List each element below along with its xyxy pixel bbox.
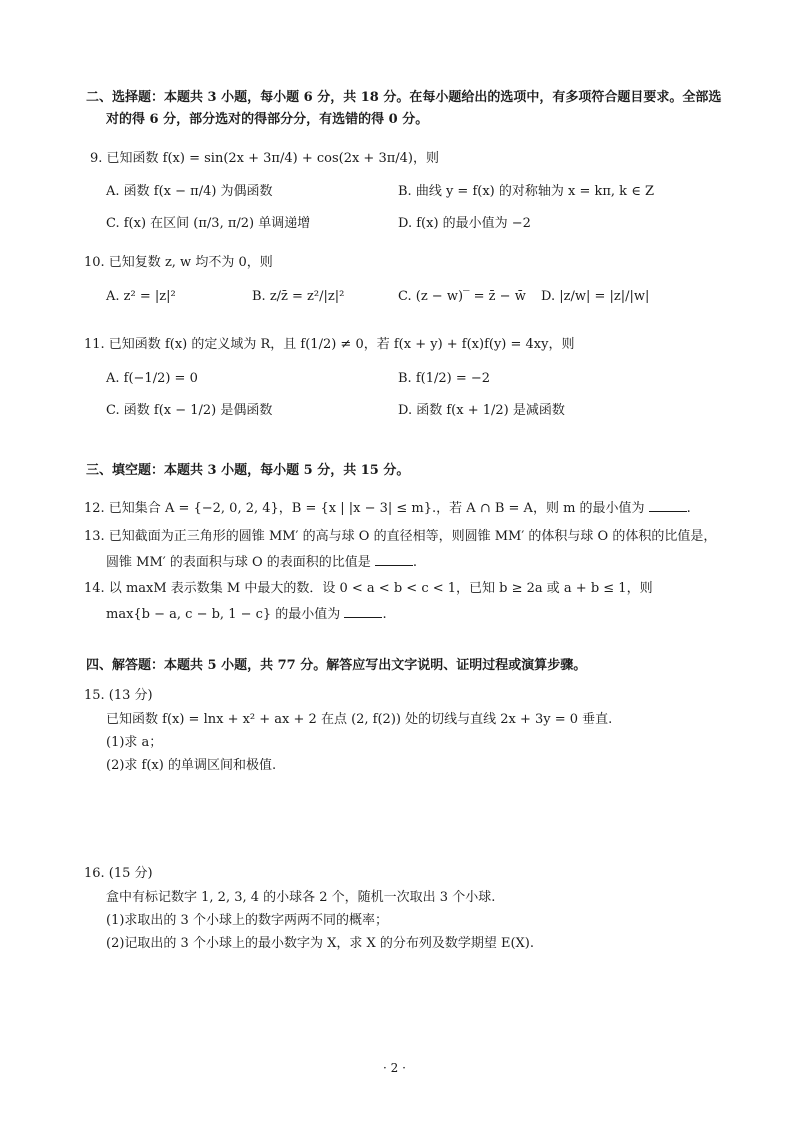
q14-line1: 14. 以 maxM 表示数集 M 中最大的数．设 0 < a < b < c < 1，已知 b ≥ 2a 或 a + b ≤ 1，则: [84, 581, 653, 596]
q12-answer-blank[interactable]: [649, 499, 687, 512]
q11-option-b: B. f(1/2) = −2: [398, 371, 491, 386]
q15-part2: (2)求 f(x) 的单调区间和极值.: [106, 758, 277, 773]
q10-option-c: C. (z − w)‾ = z̄ − w̄: [398, 289, 526, 304]
q10-option-b: B. z/z̄ = z²/|z|²: [252, 289, 345, 304]
q15-part1: (1)求 a；: [106, 735, 163, 750]
q16-stem: 盒中有标记数字 1, 2, 3, 4 的小球各 2 个，随机一次取出 3 个小球.: [106, 890, 496, 905]
q9-option-b: B. 曲线 y = f(x) 的对称轴为 x = kπ, k ∈ Z: [398, 184, 654, 199]
q9-option-d: D. f(x) 的最小值为 −2: [398, 216, 531, 231]
q9-option-a: A. 函数 f(x − π/4) 为偶函数: [106, 184, 273, 199]
q14-end: .: [382, 607, 387, 622]
q13-end: .: [412, 555, 418, 570]
q16-part2: (2)记取出的 3 个小球上的最小数字为 X，求 X 的分布列及数学期望 E(X).: [106, 936, 535, 951]
q12-stem: 12. 已知集合 A = {−2, 0, 2, 4}，B = {x | |x − 3| ≤ m}.，若 A ∩ B = A，则 m 的最小值为: [84, 501, 645, 516]
q13-answer-blank[interactable]: [375, 553, 413, 566]
section4-heading: 四、解答题：本题共 5 小题，共 77 分。解答应写出文字说明、证明过程或演算步骤。: [86, 658, 587, 673]
q11-stem: 11. 已知函数 f(x) 的定义域为 R，且 f(1/2) ≠ 0，若 f(x + y) + f(x)f(y) = 4xy，则: [84, 337, 575, 352]
q16-header: 16. (15 分): [84, 866, 153, 881]
q13-line2: [106, 553, 417, 571]
q15-header: 15. (13 分): [84, 688, 153, 703]
q12-end: .: [686, 501, 691, 516]
section2-heading-line1: 二、选择题：本题共 3 小题，每小题 6 分，共 18 分。在每小题给出的选项中，有多项符合题目要求。全部选: [86, 90, 722, 105]
q9-stem: 9. 已知函数 f(x) = sin(2x + 3π/4) + cos(2x + 3π/4)，则: [90, 151, 439, 166]
q10-option-a: A. z² = |z|²: [106, 289, 176, 304]
q14-line2: [106, 605, 387, 623]
section3-heading: 三、填空题：本题共 3 小题，每小题 5 分，共 15 分。: [86, 463, 410, 478]
page-number: · 2 ·: [383, 1061, 406, 1075]
q11-option-c: C. 函数 f(x − 1/2) 是偶函数: [106, 403, 273, 418]
section2-heading-line2: 对的得 6 分，部分选对的得部分分，有选错的得 0 分。: [106, 112, 429, 127]
q16-part1: (1)求取出的 3 个小球上的数字两两不同的概率；: [106, 913, 388, 928]
q9-option-c: C. f(x) 在区间 (π/3, π/2) 单调递增: [106, 216, 311, 231]
q13-stem-2: 圆锥 MM′ 的表面积与球 O 的表面积的比值是: [106, 555, 371, 570]
q13-line1: 13. 已知截面为正三角形的圆锥 MM′ 的高与球 O 的直径相等，则圆锥 MM′ 的体积与球 O 的体积的比值是，: [84, 529, 717, 544]
q11-option-a: A. f(−1/2) = 0: [106, 371, 198, 386]
q10-stem: 10. 已知复数 z, w 均不为 0，则: [84, 255, 273, 270]
q10-option-d: D. |z/w| = |z|/|w|: [541, 289, 650, 304]
q15-stem: 已知函数 f(x) = lnx + x² + ax + 2 在点 (2, f(2)) 处的切线与直线 2x + 3y = 0 垂直.: [106, 712, 613, 727]
q11-option-d: D. 函数 f(x + 1/2) 是减函数: [398, 403, 565, 418]
q14-answer-blank[interactable]: [344, 605, 382, 618]
q14-stem-2: max{b − a, c − b, 1 − c} 的最小值为: [106, 607, 341, 622]
q12-text: [84, 499, 691, 517]
